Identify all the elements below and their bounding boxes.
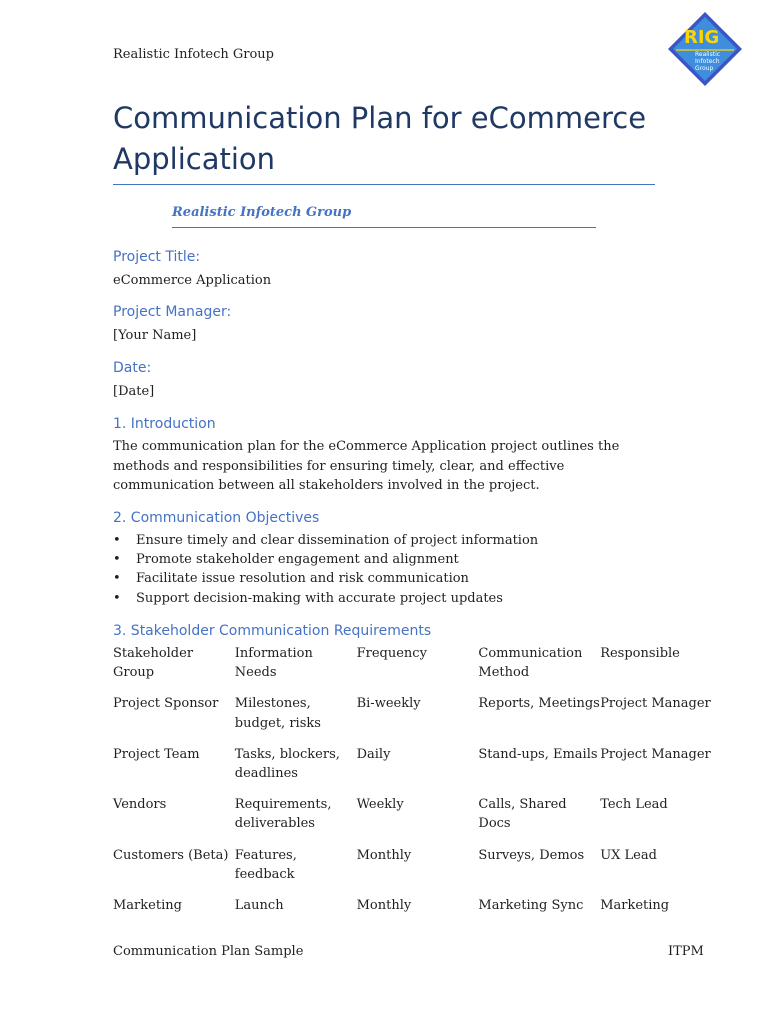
bullet-icon: • — [113, 590, 121, 606]
table-cell: Surveys, Demos — [478, 847, 585, 863]
project-manager-label: Project Manager: — [113, 304, 232, 320]
table-cell: Project Team — [113, 746, 200, 762]
table-cell: Requirements, deliverables — [234, 797, 332, 832]
table-cell: Tasks, blockers, deadlines — [234, 746, 340, 782]
logo-line: Group — [695, 65, 714, 72]
table-cell: Monthly — [356, 847, 412, 863]
footer-code: ITPM — [668, 944, 704, 959]
table-header-cell: Responsible — [600, 646, 680, 661]
subtitle-divider — [172, 227, 596, 228]
table-header-cell: Communication Method — [478, 646, 583, 681]
table-cell: UX Lead — [600, 847, 657, 863]
table-cell: Project Manager — [600, 696, 711, 712]
list-item-text: Facilitate issue resolution and risk communication — [136, 571, 469, 587]
objectives-list — [113, 531, 538, 608]
requirements-heading: 3. Stakeholder Communication Requirements — [113, 623, 432, 639]
project-title-label: Project Title: — [113, 249, 201, 265]
table-cell: Reports, Meetings — [478, 696, 600, 712]
table-header-row — [113, 644, 713, 694]
table-cell: Project Manager — [600, 746, 711, 762]
table-cell: Tech Lead — [600, 797, 668, 813]
list-item-text: Support decision-making with accurate project updates — [136, 590, 503, 606]
list-item — [113, 531, 538, 550]
table-cell: Bi-weekly — [356, 696, 421, 712]
footer-title: Communication Plan Sample — [113, 944, 304, 959]
table-cell: Launch — [234, 898, 284, 914]
table-cell: Project Sponsor — [113, 696, 219, 712]
table-row — [113, 896, 713, 927]
project-manager-value: [Your Name] — [113, 328, 197, 343]
table-cell: Monthly — [356, 898, 412, 914]
table-row — [113, 846, 713, 896]
table-cell: Marketing — [600, 898, 670, 914]
list-item — [113, 589, 538, 608]
table-header-cell: Stakeholder Group — [113, 646, 194, 681]
table-cell: Weekly — [356, 797, 404, 813]
logo-line: Infotech — [695, 58, 720, 65]
company-logo — [666, 10, 744, 88]
table-header-cell: Information Needs — [234, 646, 313, 681]
table-header-cell: Frequency — [356, 646, 427, 661]
table-cell: Customers (Beta) — [113, 847, 229, 863]
list-item-text: Promote stakeholder engagement and alignment — [136, 552, 459, 568]
logo-text — [695, 51, 731, 72]
document-subtitle: Realistic Infotech Group — [172, 205, 352, 220]
logo-mark: RIG — [684, 27, 720, 48]
date-label: Date: — [113, 360, 152, 376]
list-item — [113, 569, 538, 588]
introduction-heading: 1. Introduction — [113, 416, 216, 432]
date-value: [Date] — [113, 384, 155, 399]
bullet-icon: • — [113, 571, 121, 587]
bullet-icon: • — [113, 533, 121, 548]
list-item-text: Ensure timely and clear dissemination of project information — [136, 533, 539, 548]
header-company-name: Realistic Infotech Group — [113, 47, 274, 62]
introduction-text: The communication plan for the eCommerce Application project outlines the methods and responsibilities for ensuring timely, clear, and effective communication between all stakeholders involved in the project. — [113, 439, 620, 493]
table-cell: Marketing — [113, 898, 182, 914]
table-cell: Stand-ups, Emails — [478, 746, 598, 762]
list-item — [113, 550, 538, 569]
table-row — [113, 795, 713, 845]
table-cell: Features, feedback — [234, 847, 297, 882]
title-divider — [113, 184, 655, 185]
table-cell: Vendors — [113, 797, 167, 813]
document-title: Communication Plan for eCommerce Application — [113, 101, 647, 176]
table-cell: Marketing Sync — [478, 898, 584, 914]
objectives-heading: 2. Communication Objectives — [113, 510, 320, 526]
project-title-value: eCommerce Application — [113, 273, 272, 288]
stakeholder-table — [113, 644, 713, 927]
table-cell: Milestones, budget, risks — [234, 696, 321, 731]
table-cell: Daily — [356, 746, 391, 762]
bullet-icon: • — [113, 552, 121, 568]
table-row — [113, 694, 713, 744]
table-cell: Calls, Shared Docs — [478, 797, 567, 832]
logo-line: Realistic — [695, 51, 721, 58]
table-row — [113, 745, 713, 795]
